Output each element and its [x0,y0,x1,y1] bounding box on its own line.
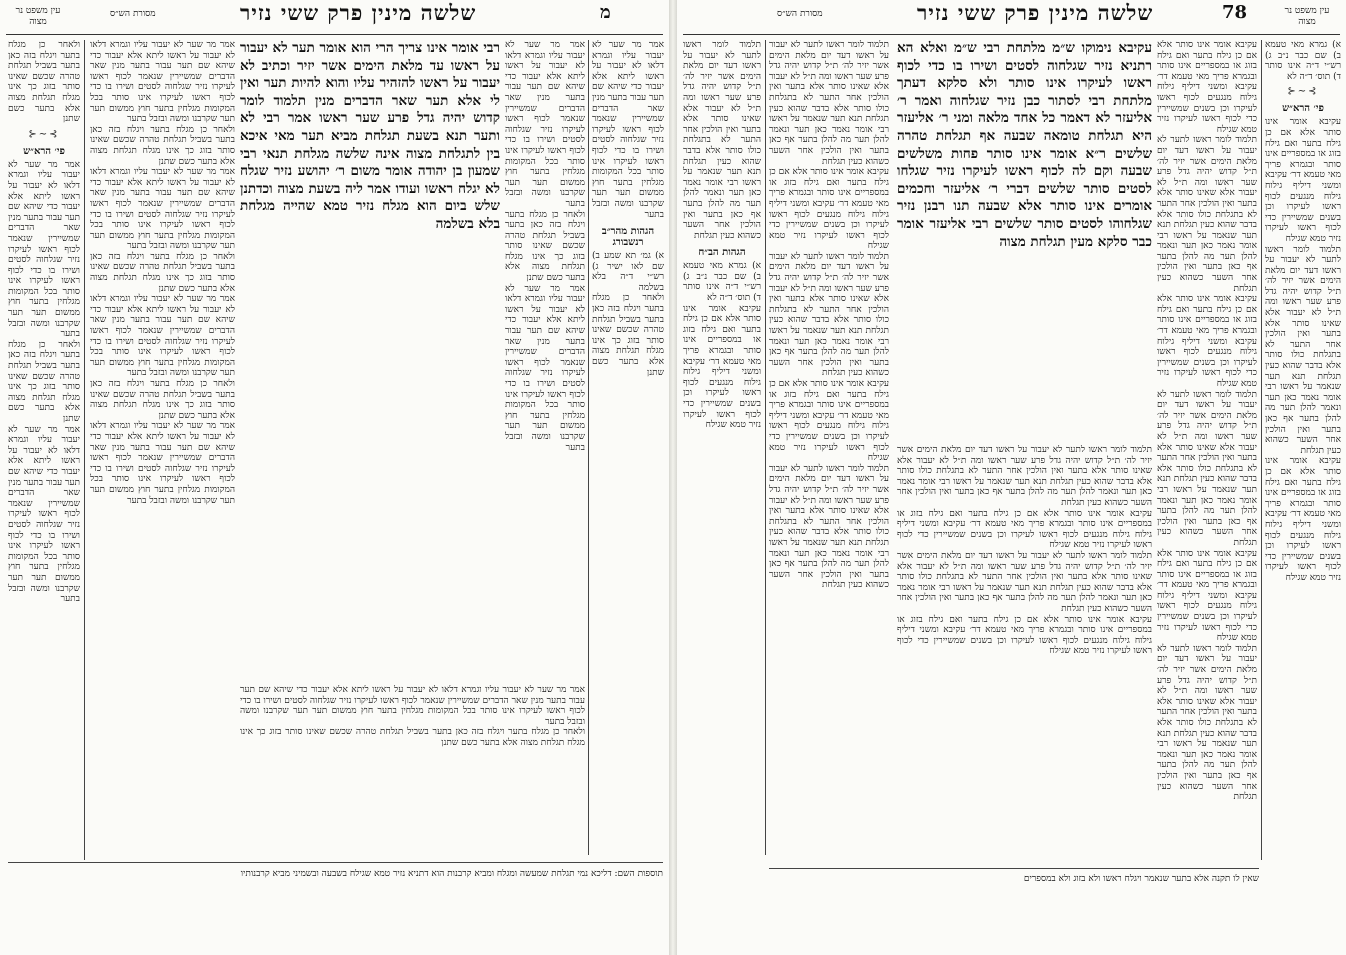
right-notes-heading: הגהות הב״ח [698,247,746,259]
right-page [677,0,1346,955]
left-commentary-text-4: ולאחר כן מגלח בתער ויגלח בזה כאן בתער בשביל תגלחת טהרה שכשם שאינו סותר בזוג כך אינו מגלח תגלחת מצוה אלא בתער כשם שתנן [90,251,235,294]
left-corner-note: עין משפט נר מצוה [15,6,61,27]
left-ornament: ⊱∽⊰ [28,128,60,140]
left-inner-text-2: ולאחר כן מגלח בתער ויגלח בזה כאן בתער בשביל תגלחת טהרה שכשם שאינו סותר בזוג כך אינו מגלח תגלחת מצוה אלא בתער כשם שתנן [505,209,585,284]
right-margin-text-top: א) גמרא מאי טעמא ב) שם כבר נ״ב ג) רש״י ד״ה אינו סותר ד) תוס׳ ד״ה לא [1265,40,1341,82]
left-commentary-text-7: אמר מר שער לא יעבור עליו וגמרא דלאו לא יעבור על ראשו ליתא אלא יעבור כדי שיהא שם תער עבור בתער מנין שאר הדברים שמשיירין שנאמר לכוף ראשו לעיקרו נזיר שגלחוה לסטים ושירו בו כדי לכוף ראשו לעיקרו אינו סותר בכל המקומות מגלחין בתער חוץ ממשום תער תער שקרבנו ומשה ובזבל בתער [90,421,235,506]
right-lower-text: תלמוד לומר ראשו לתער לא יעבור על ראשו דעד יום מלאת הימים אשר יזיר לה׳ ת״ל קדוש יהיה גדל פרע שער ראשו ומה ת״ל לא יעבור אלא שאינו סותר אלא בתער ואין הולכין אחר התער לא בתגלחת כולו סותר אלא בדבר שהוא כעין תגלחת תנא תער שנאמר על ראשו רבי אומר נאמר כאן תער ונאמר להלן תער מה להלן בתער אף כאן בתער ואין הולכין אחר השער כשהוא כעין תגלחת [897,445,1152,508]
left-margin-divider [84,40,85,860]
left-inner-commentary [505,40,585,740]
right-outer-commentary [1157,40,1257,860]
right-footer-text: שאין לו תקנה אלא בתער שנאמר ויגלח ראשו ולא בזוג ולא במספרים [1023,874,1259,884]
right-notes-divider [765,40,766,855]
left-lower-commentary [240,685,585,855]
left-footer-divider [8,862,663,863]
left-outer-margin [8,40,80,860]
right-margin-text: עקיבא אומר אינו סותר אלא אם כן גילח בתער ואם גילח בזוג או במספריים אינו סותר ובגמרא פריך מאי טעמא דר׳ עקיבא ומשני דיליף גילוח גילוח מנגעים לכוף ראשו לעיקרו וכן בשנים שמשיירין כדי לכוף ראשו לעיקרו נזיר טמא שגילח [1265,117,1341,244]
left-running-title: שלשה מינין פרק ששי נזיר [240,0,477,25]
left-margin-text: אמר מר שער לא יעבור עליו וגמרא דלאו לא יעבור על ראשו ליתא אלא יעבור כדי שיהא שם תער עבור בתער מנין שאר הדברים שמשיירין שנאמר לכוף ראשו לעיקרו נזיר שגלחוה לסטים ושירו בו כדי לכוף ראשו לעיקרו אינו סותר בכל המקומות מגלחין בתער חוץ ממשום תער תער שקרבנו ומשה ובזבל בתער [8,159,80,340]
right-ornament: ⊱∽⊰ [1287,86,1319,98]
right-inner-text: תלמוד לומר ראשו לתער לא יעבור על ראשו דעד יום מלאת הימים אשר יזיר לה׳ ת״ל קדוש יהיה גדל פרע שער ראשו ומה ת״ל לא יעבור אלא שאינו סותר אלא בתער ואין הולכין אחר התער לא בתגלחת כולו סותר אלא בדבר שהוא כעין תגלחת תנא תער שנאמר על ראשו רבי אומר נאמר כאן תער ונאמר להלן תער מה להלן בתער אף כאן בתער ואין הולכין אחר השער כשהוא כעין תגלחת [769,40,889,167]
left-notes-text: א) גמ׳ תא שמע ב) שם לאו ישיר ג) רש״י ד״ה בלא בשלמה [592,251,664,293]
left-footer-text: תוספות השם: דליכא נמי תגלחת שמעשה ומגלח ומביא קרבנות הוא דתניא נזיר טמא שגילח בשבעה ובשמיני מביא קרבנותיו [240,869,663,879]
right-inner-text-5: תלמוד לומר ראשו לתער לא יעבור על ראשו דעד יום מלאת הימים אשר יזיר לה׳ ת״ל קדוש יהיה גדל פרע שער ראשו ומה ת״ל לא יעבור אלא שאינו סותר אלא בתער ואין הולכין אחר התער לא בתגלחת כולו סותר אלא בדבר שהוא כעין תגלחת תנא תער שנאמר על ראשו רבי אומר נאמר כאן תער ונאמר להלן תער מה להלן בתער אף כאן בתער ואין הולכין אחר השער כשהוא כעין תגלחת [769,463,889,591]
right-outer-text: עקיבא אומר אינו סותר אלא אם כן גילח בתער ואם גילח בזוג או במספריים אינו סותר ובגמרא פריך מאי טעמא דר׳ עקיבא ומשני דיליף גילוח גילוח מנגעים לכוף ראשו לעיקרו וכן בשנים שמשיירין כדי לכוף ראשו לעיקרו נזיר טמא שגילח [1157,40,1257,135]
left-page [0,0,669,955]
left-margin-text-top: ולאחר כן מגלח בתער ויגלח בזה כאן בתער בשביל תגלחת טהרה שכשם שאינו סותר בזוג כך אינו מגלח תגלחת מצוה אלא בתער כשם שתנן [8,40,80,125]
left-notes-divider [588,40,589,855]
left-lower-text: אמר מר שער לא יעבור עליו וגמרא דלאו לא יעבור על ראשו ליתא אלא יעבור כדי שיהא שם תער עבור בתער מנין שאר הדברים שמשיירין שנאמר לכוף ראשו לעיקרו נזיר שגלחוה לסטים ושירו בו כדי לכוף ראשו לעיקרו אינו סותר בכל המקומות מגלחין בתער חוץ ממשום תער תער שקרבנו ומשה ובזבל בתער [240,685,585,727]
right-footer-divider [769,868,1259,869]
right-lower-text-4: עקיבא אומר אינו סותר אלא אם כן גילח בתער ואם גילח בזוג או במספריים אינו סותר ובגמרא פריך מאי טעמא דר׳ עקיבא ומשני דיליף גילוח גילוח מנגעים לכוף ראשו לעיקרו וכן בשנים שמשיירין כדי לכוף ראשו לעיקרו נזיר טמא שגילח [897,614,1152,657]
right-outer-text-3: עקיבא אומר אינו סותר אלא אם כן גילח בתער ואם גילח בזוג או במספריים אינו סותר ובגמרא פריך מאי טעמא דר׳ עקיבא ומשני דיליף גילוח גילוח מנגעים לכוף ראשו לעיקרו וכן בשנים שמשיירין כדי לכוף ראשו לעיקרו נזיר טמא שגילח [1157,294,1257,389]
right-lower-text-2: עקיבא אומר אינו סותר אלא אם כן גילח בתער ואם גילח בזוג או במספריים אינו סותר ובגמרא פריך מאי טעמא דר׳ עקיבא ומשני דיליף גילוח גילוח מנגעים לכוף ראשו לעיקרו וכן בשנים שמשיירין כדי לכוף ראשו לעיקרו נזיר טמא שגילח [897,508,1152,551]
right-main-paragraph: עקיבא נימוקו ש״מ מלתחת רבי ש״מ ואלא הא רתניא נזיר שגלחוה לסטים ושירו בו כדי לכוף ראשו לעיקרו אינו סותר ולא סלקא דעתך מלתחת רבי לסתור כבן נזיר שגלחוה ואמר ר׳ אליעזר לא דאמר כל אחד מלאה ומני ר׳ אליעזר היא תגלחת טומאה שבעה אף תגלחת טהרה שלשים ר״א אומר אינו סותר פחות משלשים שבעה וקם לה לכוף ראשו לעיקרו נזיר שגלחו לסטים סותר שלשים דברי ר׳ אליעזר וחכמים אומרים אינו סותר אלא שבעה תנו רבנן נזיר שגלחוהו לסטים סותר שלשים רבי אליעזר אומר כבר סלקא מעין תגלחת מצוה [897,40,1152,250]
right-notes-text-top: תלמוד לומר ראשו לתער לא יעבור על ראשו דעד יום מלאת הימים אשר יזיר לה׳ ת״ל קדוש יהיה גדל פרע שער ראשו ומה ת״ל לא יעבור אלא שאינו סותר אלא בתער ואין הולכין אחר התער לא בתגלחת כולו סותר אלא בדבר שהוא כעין תגלחת תנא תער שנאמר על ראשו רבי אומר נאמר כאן תער ונאמר להלן תער מה להלן בתער אף כאן בתער ואין הולכין אחר השער כשהוא כעין תגלחת [683,40,761,241]
left-lower-text-2: ולאחר כן מגלח בתער ויגלח בזה כאן בתער בשביל תגלחת טהרה שכשם שאינו סותר בזוג כך אינו מגלח תגלחת מצוה אלא בתער כשם שתנן [240,727,585,748]
right-footer [769,874,1259,949]
left-masoret-label: מסורת הש״ס [110,9,156,19]
left-notes-text-2: ולאחר כן מגלח בתער ויגלח בזה כאן בתער בשביל תגלחת טהרה שכשם שאינו סותר בזוג כך אינו מגלח תגלחת מצוה אלא בתער כשם שתנן [592,293,664,378]
right-outer-text-5: עקיבא אומר אינו סותר אלא אם כן גילח בתער ואם גילח בזוג או במספריים אינו סותר ובגמרא פריך מאי טעמא דר׳ עקיבא ומשני דיליף גילוח גילוח מנגעים לכוף ראשו לעיקרו וכן בשנים שמשיירין כדי לכוף ראשו לעיקרו נזיר טמא שגילח [1157,548,1257,644]
left-footer [8,869,663,949]
right-page-number: 78 [1222,2,1248,23]
right-notes-text-2: עקיבא אומר אינו סותר אלא אם כן גילח בתער ואם גילח בזוג או במספריים אינו סותר ובגמרא פריך מאי טעמא דר׳ עקיבא ומשני דיליף גילוח גילוח מנגעים לכוף ראשו לעיקרו וכן בשנים שמשיירין כדי לכוף ראשו לעיקרו נזיר טמא שגילח [683,303,761,431]
right-margin-divider [1261,40,1262,860]
right-inner-text-3: תלמוד לומר ראשו לתער לא יעבור על ראשו דעד יום מלאת הימים אשר יזיר לה׳ ת״ל קדוש יהיה גדל פרע שער ראשו ומה ת״ל לא יעבור אלא שאינו סותר אלא בתער ואין הולכין אחר התער לא בתגלחת כולו סותר אלא בדבר שהוא כעין תגלחת תנא תער שנאמר על ראשו רבי אומר נאמר כאן תער ונאמר להלן תער מה להלן בתער אף כאן בתער ואין הולכין אחר השער כשהוא כעין תגלחת [769,251,889,379]
left-margin-text-more2: אמר מר שער לא יעבור עליו וגמרא דלאו לא יעבור על ראשו ליתא אלא יעבור כדי שיהא שם תער עבור בתער מנין שאר הדברים שמשיירין שנאמר לכוף ראשו לעיקרו נזיר שגלחוה לסטים ושירו בו כדי לכוף ראשו לעיקרו אינו סותר בכל המקומות מגלחין בתער חוץ ממשום תער תער שקרבנו ומשה ובזבל בתער [8,424,80,605]
left-commentary-text-3: אמר מר שער לא יעבור עליו וגמרא דלאו לא יעבור על ראשו ליתא אלא יעבור כדי שיהא שם תער עבור בתער מנין שאר הדברים שמשיירין שנאמר לכוף ראשו לעיקרו נזיר שגלחוה לסטים ושירו בו כדי לכוף ראשו לעיקרו אינו סותר בכל המקומות מגלחין בתער חוץ ממשום תער תער שקרבנו ומשה ובזבל בתער [90,167,235,252]
left-margin-heading: פי׳ הרא״ש [23,145,65,157]
right-masoret-label: מסורת הש״ס [777,9,823,19]
right-outer-margin [1265,40,1341,860]
left-commentary-text-6: ולאחר כן מגלח בתער ויגלח בזה כאן בתער בשביל תגלחת טהרה שכשם שאינו סותר בזוג כך אינו מגלח תגלחת מצוה אלא בתער כשם שתנן [90,379,235,421]
right-inner-commentary [769,40,889,860]
right-notes-column [683,40,761,855]
left-commentary-text: אמר מר שער לא יעבור עליו וגמרא דלאו לא יעבור על ראשו ליתא אלא יעבור כדי שיהא שם תער עבור בתער מנין שאר הדברים שמשיירין שנאמר לכוף ראשו לעיקרו נזיר שגלחוה לסטים ושירו בו כדי לכוף ראשו לעיקרו אינו סותר בכל המקומות מגלחין בתער חוץ ממשום תער תער שקרבנו ומשה ובזבל בתער [90,40,235,125]
right-inner-text-2: עקיבא אומר אינו סותר אלא אם כן גילח בתער ואם גילח בזוג או במספריים אינו סותר ובגמרא פריך מאי טעמא דר׳ עקיבא ומשני דיליף גילוח גילוח מנגעים לכוף ראשו לעיקרו וכן בשנים שמשיירין כדי לכוף ראשו לעיקרו נזיר טמא שגילח [769,167,889,252]
right-notes-text: א) גמרא מאי טעמא ב) שם כבר נ״ב ג) רש״י ד״ה אינו סותר ד) תוס׳ ד״ה לא [683,261,761,304]
book-gutter [669,0,677,955]
right-margin-text-3: עקיבא אומר אינו סותר אלא אם כן גילח בתער ואם גילח בזוג או במספריים אינו סותר ובגמרא פריך מאי טעמא דר׳ עקיבא ומשני דיליף גילוח גילוח מנגעים לכוף ראשו לעיקרו וכן בשנים שמשיירין כדי לכוף ראשו לעיקרו נזיר טמא שגילח [1265,456,1341,583]
left-commentary-text-2: ולאחר כן מגלח בתער ויגלח בזה כאן בתער בשביל תגלחת טהרה שכשם שאינו סותר בזוג כך אינו מגלח תגלחת מצוה אלא בתער כשם שתנן [90,124,235,167]
right-outer-text-6: תלמוד לומר ראשו לתער לא יעבור על ראשו דעד יום מלאת הימים אשר יזיר לה׳ ת״ל קדוש יהיה גדל פרע שער ראשו ומה ת״ל לא יעבור אלא שאינו סותר אלא בתער ואין הולכין אחר התער לא בתגלחת כולו סותר אלא בדבר שהוא כעין תגלחת תנא תער שנאמר על ראשו רבי אומר נאמר כאן תער ונאמר להלן תער מה להלן בתער אף כאן בתער ואין הולכין אחר השער כשהוא כעין תגלחת [1157,643,1257,803]
left-page-letter: מ [600,2,611,23]
left-commentary-column [90,40,235,855]
left-main-paragraph: רבי אומר אינו צריך הרי הוא אומר תער לא יעבור על ראשו עד מלאת הימים אשר יזיר וכתיב לא יעבור על ראשו להזהיר עליו והוא להיות תער ואין לי אלא תער שאר הדברים מנין תלמוד לומר קדוש יהיה גדל פרע שער ראשו אמר רבי לא ותער תנא בשעת תגלחת מביא תער מאי איכא בין לתגלחת מצוה אינה שלשה מגלחת תנאי רבי שמעון בן יהודה אומר משום ר׳ יהושע נזיר שגלח לא יגלח ראשו ועודו אמר ליה בשעת מצוה וכדתנן שלש ביום הוא מגלח נזיר טמא שהייה מגלחת בלא בשלמה [240,40,500,232]
left-notes-text-top: אמר מר שער לא יעבור עליו וגמרא דלאו לא יעבור על ראשו ליתא אלא יעבור כדי שיהא שם תער עבור בתער מנין שאר הדברים שמשיירין שנאמר לכוף ראשו לעיקרו נזיר שגלחוה לסטים ושירו בו כדי לכוף ראשו לעיקרו אינו סותר בכל המקומות מגלחין בתער חוץ ממשום תער תער שקרבנו ומשה ובזבל בתער [592,40,664,220]
right-lower-commentary [897,445,1152,860]
left-notes-heading: הגהות מהר״ב רנשבורג [601,226,655,249]
left-inner-text-3: אמר מר שער לא יעבור עליו וגמרא דלאו לא יעבור על ראשו ליתא אלא יעבור כדי שיהא שם תער עבור בתער מנין שאר הדברים שמשיירין שנאמר לכוף ראשו לעיקרו נזיר שגלחוה לסטים ושירו בו כדי לכוף ראשו לעיקרו אינו סותר בכל המקומות מגלחין בתער חוץ ממשום תער תער שקרבנו ומשה ובזבל בתער [505,283,585,453]
right-margin-heading: פי׳ הרא״ש [1282,103,1324,115]
right-main-text [897,40,1152,440]
right-inner-text-4: עקיבא אומר אינו סותר אלא אם כן גילח בתער ואם גילח בזוג או במספריים אינו סותר ובגמרא פריך מאי טעמא דר׳ עקיבא ומשני דיליף גילוח גילוח מנגעים לכוף ראשו לעיקרו וכן בשנים שמשיירין כדי לכוף ראשו לעיקרו נזיר טמא שגילח [769,379,889,464]
left-commentary-text-5: אמר מר שער לא יעבור עליו וגמרא דלאו לא יעבור על ראשו ליתא אלא יעבור כדי שיהא שם תער עבור בתער מנין שאר הדברים שמשיירין שנאמר לכוף ראשו לעיקרו נזיר שגלחוה לסטים ושירו בו כדי לכוף ראשו לעיקרו אינו סותר בכל המקומות מגלחין בתער חוץ ממשום תער תער שקרבנו ומשה ובזבל בתער [90,294,235,379]
left-main-text [240,40,500,680]
right-outer-text-4: תלמוד לומר ראשו לתער לא יעבור על ראשו דעד יום מלאת הימים אשר יזיר לה׳ ת״ל קדוש יהיה גדל פרע שער ראשו ומה ת״ל לא יעבור אלא שאינו סותר אלא בתער ואין הולכין אחר התער לא בתגלחת כולו סותר אלא בדבר שהוא כעין תגלחת תנא תער שנאמר על ראשו רבי אומר נאמר כאן תער ונאמר להלן תער מה להלן בתער אף כאן בתער ואין הולכין אחר השער כשהוא כעין תגלחת [1157,389,1257,548]
right-running-title: שלשה מינין פרק ששי נזיר [917,0,1154,25]
left-margin-text-more: ולאחר כן מגלח בתער ויגלח בזה כאן בתער בשביל תגלחת טהרה שכשם שאינו סותר בזוג כך אינו מגלח תגלחת מצוה אלא בתער כשם שתנן [8,339,80,424]
right-outer-text-2: תלמוד לומר ראשו לתער לא יעבור על ראשו דעד יום מלאת הימים אשר יזיר לה׳ ת״ל קדוש יהיה גדל פרע שער ראשו ומה ת״ל לא יעבור אלא שאינו סותר אלא בתער ואין הולכין אחר התער לא בתגלחת כולו סותר אלא בדבר שהוא כעין תגלחת תנא תער שנאמר על ראשו רבי אומר נאמר כאן תער ונאמר להלן תער מה להלן בתער אף כאן בתער ואין הולכין אחר השער כשהוא כעין תגלחת [1157,135,1257,294]
left-inner-text: אמר מר שער לא יעבור עליו וגמרא דלאו לא יעבור על ראשו ליתא אלא יעבור כדי שיהא שם תער עבור בתער מנין שאר הדברים שמשיירין שנאמר לכוף ראשו לעיקרו נזיר שגלחוה לסטים ושירו בו כדי לכוף ראשו לעיקרו אינו סותר בכל המקומות מגלחין בתער חוץ ממשום תער תער שקרבנו ומשה ובזבל בתער [505,40,585,209]
left-notes-column [592,40,664,855]
right-lower-text-3: תלמוד לומר ראשו לתער לא יעבור על ראשו דעד יום מלאת הימים אשר יזיר לה׳ ת״ל קדוש יהיה גדל פרע שער ראשו ומה ת״ל לא יעבור אלא שאינו סותר אלא בתער ואין הולכין אחר התער לא בתגלחת כולו סותר אלא בדבר שהוא כעין תגלחת תנא תער שנאמר על ראשו רבי אומר נאמר כאן תער ונאמר להלן תער מה להלן בתער אף כאן בתער ואין הולכין אחר השער כשהוא כעין תגלחת [897,550,1152,614]
right-margin-text-2: תלמוד לומר ראשו לתער לא יעבור על ראשו דעד יום מלאת הימים אשר יזיר לה׳ ת״ל קדוש יהיה גדל פרע שער ראשו ומה ת״ל לא יעבור אלא שאינו סותר אלא בתער ואין הולכין אחר התער לא בתגלחת כולו סותר אלא בדבר שהוא כעין תגלחת תנא תער שנאמר על ראשו רבי אומר נאמר כאן תער ונאמר להלן תער מה להלן בתער אף כאן בתער ואין הולכין אחר השער כשהוא כעין תגלחת [1265,244,1341,456]
right-corner-note: עין משפט נר מצוה [1284,6,1330,27]
